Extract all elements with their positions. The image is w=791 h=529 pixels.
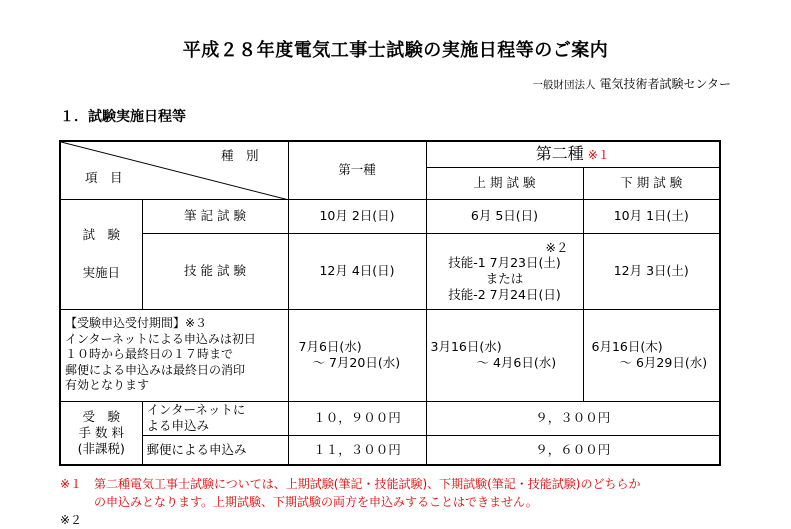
period-first-end: ～ 7月20日(水) bbox=[312, 355, 401, 370]
fee-mail-label: 郵便による申込み bbox=[142, 435, 288, 465]
written-first-date: 10月 2日(日) bbox=[288, 199, 426, 233]
fee-internet-label bbox=[142, 401, 288, 435]
skill-upper-date2: 技能-2 7月24日(日) bbox=[448, 286, 561, 302]
fee-label-line1: 受 験 bbox=[82, 409, 120, 425]
skill-upper-note: ※２ bbox=[545, 239, 569, 255]
header-upper-exam: 上 期 試 験 bbox=[426, 167, 583, 199]
period-line2: １０時から最終日の１７時まで bbox=[65, 347, 234, 362]
period-heading: 【受験申込受付期間】※３ bbox=[65, 316, 208, 331]
period-lower-start: 6月16日(木) bbox=[591, 339, 663, 355]
fee-label-line2: 手 数 料 bbox=[78, 424, 124, 440]
period-upper bbox=[426, 309, 583, 401]
note-1-text1: 第二種電気工事士試験については、上期試験(筆記・技能試験)、下期試験(筆記・技能試験)のどちらか bbox=[94, 477, 641, 491]
written-upper-date: 6月 5日(日) bbox=[426, 199, 583, 233]
fee-label-line3: (非課税) bbox=[77, 440, 125, 456]
exam-label-line2: 実施日 bbox=[82, 265, 120, 280]
footnotes bbox=[60, 475, 760, 529]
exam-label-line1: 試 験 bbox=[82, 227, 120, 243]
schedule-table bbox=[59, 140, 721, 466]
skill-upper-or: または bbox=[485, 271, 524, 286]
fee-internet-line1: インターネットに bbox=[146, 402, 246, 418]
header-item-label: 項 目 bbox=[85, 170, 123, 185]
fee-internet-line2: よる申込み bbox=[146, 418, 210, 433]
skill-lower-date: 12月 3日(土) bbox=[583, 233, 720, 309]
page-title: 平成２８年度電気工事士試験の実施日程等のご案内 bbox=[182, 40, 609, 61]
period-line1: インターネットによる申込みは初日 bbox=[65, 331, 256, 346]
header-lower-exam: 下 期 試 験 bbox=[583, 167, 720, 199]
row-written-label: 筆 記 試 験 bbox=[142, 199, 288, 233]
header-second-class bbox=[426, 141, 720, 167]
fee-first-mail: １１，３００円 bbox=[288, 435, 426, 465]
note-1-line1 bbox=[60, 475, 760, 493]
period-line4: 有効となります bbox=[65, 378, 150, 393]
period-upper-start: 3月16日(水) bbox=[430, 339, 502, 355]
skill-upper-dates bbox=[426, 233, 583, 309]
header-first-class: 第一種 bbox=[288, 141, 426, 199]
period-first-start: 7月6日(水) bbox=[298, 339, 362, 355]
header-second-note: ※１ bbox=[587, 148, 610, 163]
note-2-mark: ※２ bbox=[60, 513, 83, 527]
row-skill-label: 技 能 試 験 bbox=[142, 233, 288, 309]
fee-second-mail: ９，６００円 bbox=[426, 435, 720, 465]
header-type-label: 種 別 bbox=[221, 148, 259, 163]
period-lower bbox=[583, 309, 720, 401]
organization bbox=[532, 75, 731, 92]
fee-first-internet: １０，９００円 bbox=[288, 401, 426, 435]
note-1-mark: ※１ bbox=[60, 477, 83, 491]
period-lower-end: ～ 6月29日(水) bbox=[619, 355, 708, 370]
section-heading: １．試験実施日程等 bbox=[60, 109, 186, 125]
fee-second-internet: ９，３００円 bbox=[426, 401, 720, 435]
header-diagonal-cell bbox=[60, 141, 288, 199]
org-name: 電気技術者試験センター bbox=[599, 77, 731, 91]
row-exam-date-label bbox=[60, 199, 142, 309]
note-1-line2: の申込みとなります。上期試験、下期試験の両方を申込みすることはできません。 bbox=[94, 495, 538, 509]
written-lower-date: 10月 1日(土) bbox=[583, 199, 720, 233]
application-period-label bbox=[60, 309, 288, 401]
skill-first-date: 12月 4日(日) bbox=[288, 233, 426, 309]
period-line3: 郵便による申込みは最終日の消印 bbox=[65, 362, 246, 377]
fee-label bbox=[60, 401, 142, 465]
skill-upper-date1: 技能-1 7月23日(土) bbox=[448, 255, 561, 271]
header-second-label: 第二種 bbox=[535, 144, 584, 164]
period-upper-end: ～ 4月6日(水) bbox=[476, 355, 557, 370]
period-first bbox=[288, 309, 426, 401]
org-prefix: 一般財団法人 bbox=[532, 79, 596, 91]
